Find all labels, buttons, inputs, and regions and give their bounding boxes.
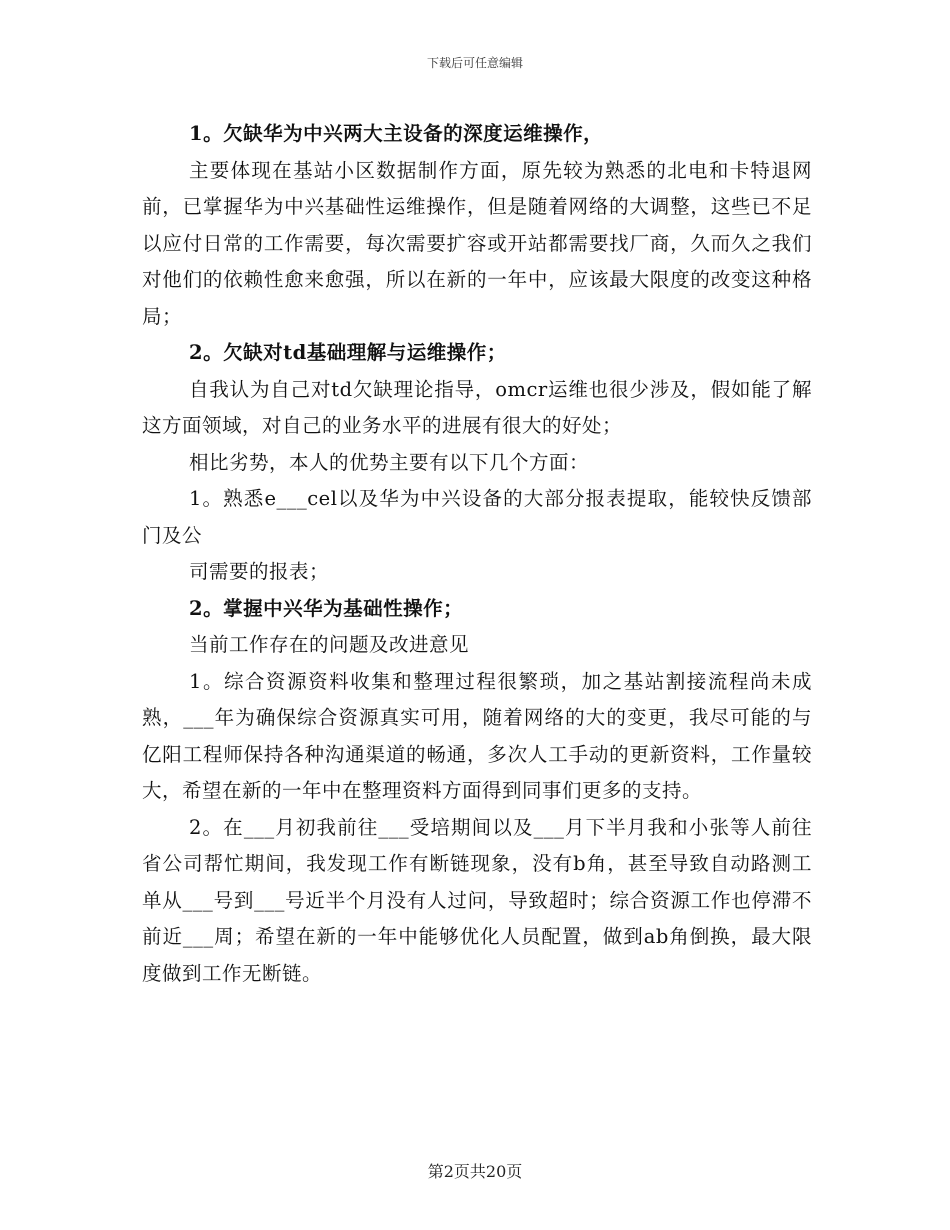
paragraph-deficiency-1-detail: 主要体现在基站小区数据制作方面，原先较为熟悉的北电和卡特退网前，已掌握华为中兴基础性运维操作，但是随着网络的大调整，这些已不足以应付日常的工作需要，每次需要扩容或开站都需要找厂商，久而久之我们对他们的依赖性愈来愈强，所以在新的一年中，应该最大限度的改变这种格局； — [142, 158, 812, 328]
page-header: 下载后可任意编辑 — [426, 56, 523, 70]
paragraph-strengths-intro: 相比劣势，本人的优势主要有以下几个方面： — [189, 450, 590, 474]
heading-deficiency-2: 2。欠缺对td基础理解与运维操作； — [189, 341, 507, 364]
section-heading-problems: 当前工作存在的问题及改进意见 — [189, 633, 470, 656]
document-body — [142, 116, 812, 992]
paragraph-strength-1-cont: 司需要的报表； — [189, 560, 330, 583]
heading-deficiency-1: 1。欠缺华为中兴两大主设备的深度运维操作， — [189, 122, 604, 145]
paragraph-deficiency-2-detail: 自我认为自己对td欠缺理论指导，omcr运维也很少涉及，假如能了解这方面领域，对自己的业务水平的进展有很大的好处； — [142, 377, 812, 437]
paragraph-problem-1: 1。综合资源资料收集和整理过程很繁琐，加之基站割接流程尚未成熟，___年为确保综合资源真实可用，随着网络的大的变更，我尽可能的与亿阳工程师保持各种沟通渠道的畅通，多次人工手动的更新资料，工作量较大，希望在新的一年中在整理资料方面得到同事们更多的支持。 — [142, 669, 812, 802]
paragraph-strength-1: 1。熟悉e___cel以及华为中兴设备的大部分报表提取，能较快反馈部门及公 — [142, 487, 812, 547]
page-footer: 第2页共20页 — [427, 1162, 523, 1181]
heading-strength-2: 2。掌握中兴华为基础性操作； — [189, 596, 464, 620]
paragraph-problem-2: 2。在___月初我前往___受培期间以及___月下半月我和小张等人前往省公司帮忙期间，我发现工作有断链现象，没有b角，甚至导致自动路测工单从___号到___号近半个月没有人过问，导致超时；综合资源工作也停滞不前近___周；希望在新的一年中能够优化人员配置，做到ab角倒换，最大限度做到工作无断链。 — [142, 815, 812, 985]
